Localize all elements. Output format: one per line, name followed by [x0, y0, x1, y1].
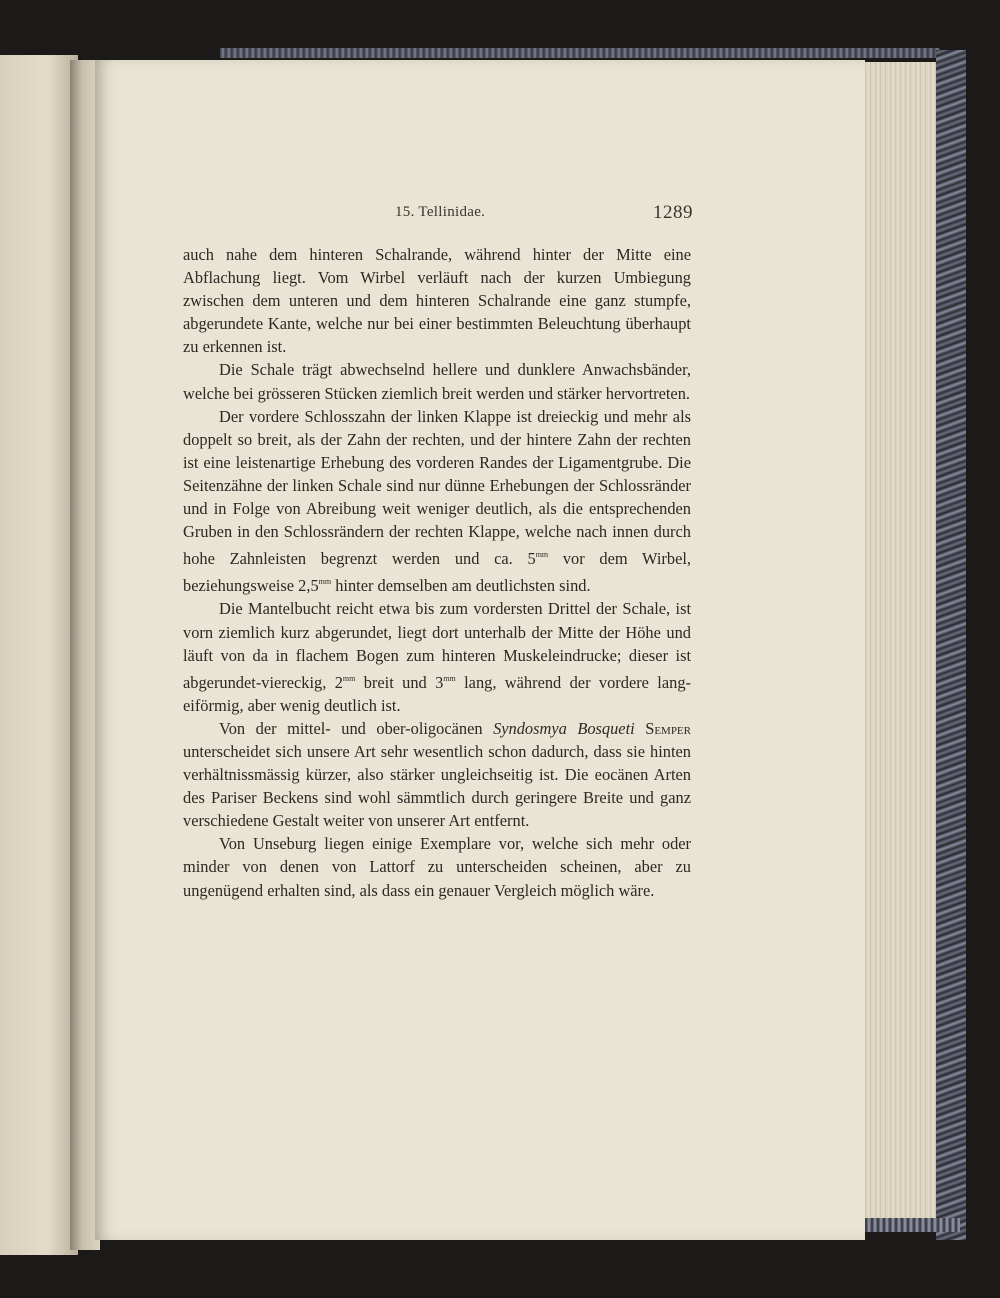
unit-superscript: mm — [342, 673, 356, 683]
paragraph-text: Von der mittel- und ober-oligocänen — [219, 718, 494, 738]
unit-superscript: mm — [535, 550, 549, 560]
page-header — [185, 200, 695, 230]
unit-superscript: mm — [443, 673, 456, 683]
paragraph-text: Die Mantelbucht reicht etwa bis zum vordersten Drittel der Schale, ist vorn ziemlich kurz abgerundet, liegt dort unterhalb der Mitte der Höhe und läuft von da in flachem Bogen zum hinteren Muskeleindrucke; dieser ist abgerundet-viereckig, 2 — [183, 599, 691, 692]
paragraph — [183, 243, 691, 358]
unit-superscript: mm — [318, 577, 332, 587]
paragraph-text: unterscheidet sich unsere Art sehr wesentlich schon dadurch, dass sie hinten verhältnissmässig kürzer, also stärker ungleichseitig ist. Die eocänen Arten des Pariser Beckens sind wohl sämmtlich durch geringere Breite und ganz verschiedene Gestalt weiter von unserer Art entfernt. — [183, 741, 691, 831]
body-text — [183, 243, 691, 902]
author-name: Semper — [645, 718, 691, 738]
paragraph-text: vor dem Wirbel, beziehungsweise 2,5 — [183, 549, 691, 596]
paragraph — [183, 717, 691, 832]
paragraph-text: auch nahe dem hinteren Schalrande, während hinter der Mitte eine Abflachung liegt. Vom Wirbel verläuft nach der kurzen Umbiegung zwischen dem unteren und dem hinteren Schalrande eine ganz stumpfe, abgerundete Kante, welche nur bei einer bestimmten Beleuchtung überhaupt zu erkennen ist. — [183, 245, 691, 357]
running-title: 15. Tellinidae. — [395, 204, 486, 220]
cover-top-edge — [220, 48, 940, 58]
paragraph-text: Von Unseburg liegen einige Exemplare vor, welche sich mehr oder minder von denen von Lattorf zu unterscheiden scheinen, aber zu ungenügend erhalten sind, als dass ein genauer Vergleich möglich wäre. — [183, 834, 691, 900]
page-block-edges — [862, 62, 940, 1232]
paragraph-text: hinter demselben am deutlichsten sind. — [331, 576, 591, 596]
paragraph — [183, 405, 691, 598]
species-name: Syndosmya Bosqueti — [493, 718, 635, 738]
paragraph-text: Der vordere Schlosszahn der linken Klappe ist dreieckig und mehr als doppelt so breit, als der Zahn der rechten, und der hintere Zahn der rechten ist eine leistenartige Erhebung des vorderen Randes der Ligamentgrube. Die Seitenzähne der linken Schale sind nur dünne Erhebungen der Schlossränder und in Folge von Abreibung weit weniger deutlich, als die entsprechenden Gruben in den Schlossrändern der rechten Klappe, welche nach innen durch hohe Zahnleisten begrenzt werden und ca. 5 — [183, 406, 691, 569]
paragraph-text: lang, während der vordere lang-eiförmig, aber wenig deutlich ist. — [183, 672, 691, 715]
paragraph — [183, 597, 691, 716]
page-number: 1289 — [653, 202, 693, 223]
paragraph — [183, 832, 691, 901]
marbled-cover-edge — [936, 50, 966, 1240]
paragraph-text: Die Schale trägt abwechselnd hellere und dunklere Anwachsbänder, welche bei grösseren Stücken ziemlich breit werden und stärker hervortreten. — [183, 360, 691, 403]
paragraph-text: breit und 3 — [355, 672, 444, 692]
left-page-edge — [0, 55, 78, 1255]
cover-bottom-edge — [860, 1218, 960, 1232]
paragraph — [183, 358, 691, 404]
